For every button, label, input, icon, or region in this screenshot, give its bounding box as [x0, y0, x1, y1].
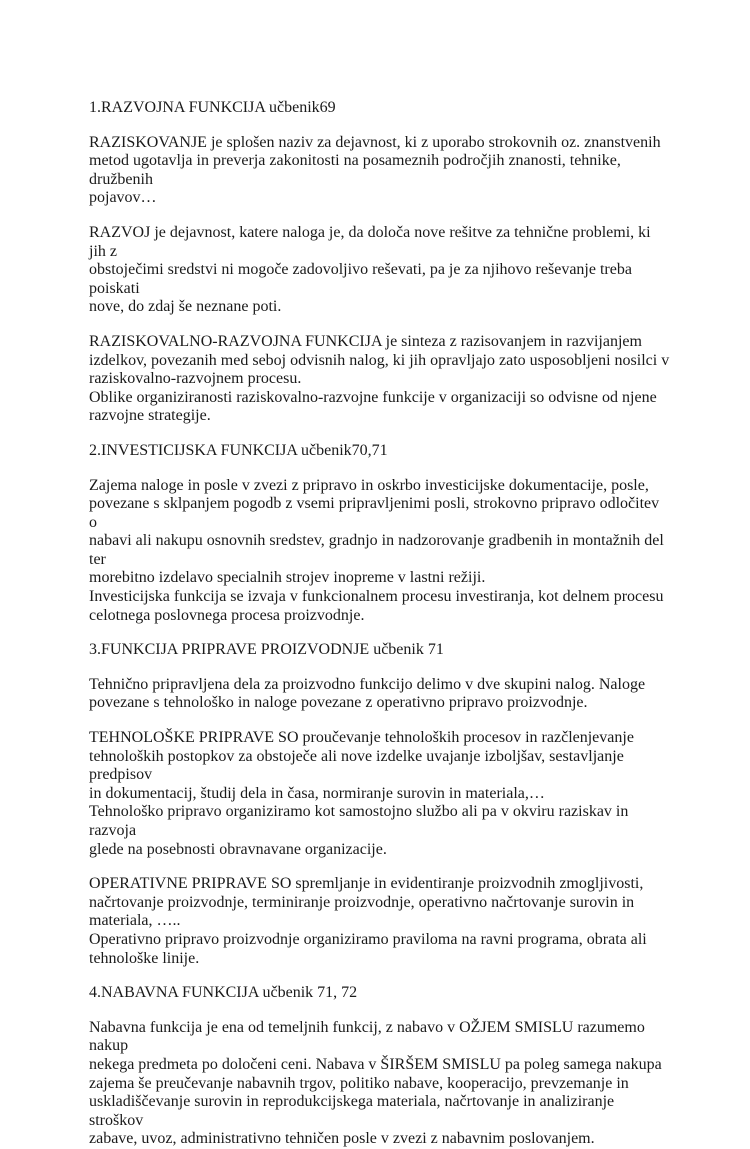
text-line: Nabavna funkcija je ena od temeljnih funkcij, z nabavo v OŽJEM SMISLU razumemo nakup: [89, 1018, 649, 1055]
text-line: morebitno izdelavo specialnih strojev inopreme v lastni režiji.: [89, 569, 486, 587]
text-line: RAZISKOVANJE je splošen naziv za dejavnost, ki z uporabo strokovnih oz. znanstvenih: [89, 133, 661, 151]
text-line: RAZISKOVALNO-RAZVOJNA FUNKCIJA je sinteza z razisovanjem in razvijanjem: [89, 332, 642, 350]
text-line: 1.RAZVOJNA FUNKCIJA učbenik69: [89, 99, 336, 116]
text-line: razvojne strategije.: [89, 407, 211, 425]
text-line: TEHNOLOŠKE PRIPRAVE SO proučevanje tehnoloških procesov in razčlenjevanje: [89, 729, 634, 747]
paragraph: [89, 676, 670, 713]
text-line: uskladiščevanje surovin in reprodukcijskega materiala, načrtovanje in analiziranje stroškov: [89, 1093, 619, 1129]
text-line: raziskovalno-razvojnem procesu.: [89, 370, 302, 388]
paragraph: [89, 134, 670, 208]
text-line: 2.INVESTICIJSKA FUNKCIJA učbenik70,71: [89, 441, 388, 459]
section-heading: [89, 984, 670, 1003]
text-line: zajema še preučevanje nabavnih trgov, politiko nabave, kooperacijo, prevzemanje in: [89, 1074, 629, 1092]
text-line: Zajema naloge in posle v zvezi z pripravo in oskrbo investicijske dokumentacije, posle,: [89, 476, 649, 494]
text-line: in dokumentacij, študij dela in časa, normiranje surovin in materiala,…: [89, 784, 545, 802]
text-line: izdelkov, povezanih med seboj odvisnih nalog, ki jih opravljajo zato usposobljeni nosilci v: [89, 351, 670, 369]
text-line: povezane s tehnološko in naloge povezane z operativno pripravo proizvodnje.: [89, 694, 588, 712]
paragraph: [89, 333, 670, 426]
text-line: Tehnično pripravljena dela za proizvodno funkcijo delimo v dve skupini nalog. Naloge: [89, 675, 646, 693]
text-line: RAZVOJ je dejavnost, katere naloga je, da določa nove rešitve za tehnične problemi, ki jih z: [89, 223, 655, 260]
section-heading: [89, 641, 670, 660]
text-line: 3.FUNKCIJA PRIPRAVE PROIZVODNJE učbenik 71: [89, 641, 444, 659]
text-line: Oblike organiziranosti raziskovalno-razvojne funkcije v organizaciji so odvisne od njene: [89, 388, 657, 406]
text-line: povezane s sklpanjem pogodb z vsemi pripravljenimi posli, strokovno pripravo odločitev o: [89, 495, 664, 531]
text-line: nove, do zdaj še neznane poti.: [89, 298, 282, 316]
text-line: tehnološke linije.: [89, 949, 200, 967]
text-line: zabave, uvoz, administrativno tehničen posle v zvezi z nabavnim poslovanjem.: [89, 1130, 595, 1148]
text-line: pojavov…: [89, 189, 157, 207]
text-line: materiala, …..: [89, 912, 181, 930]
text-line: 4.NABAVNA FUNKCIJA učbenik 71, 72: [89, 984, 358, 1002]
text-line: nekega predmeta po določeni ceni. Nabava v ŠIRŠEM SMISLU pa poleg samega nakupa: [89, 1055, 662, 1073]
text-line: Investicijska funkcija se izvaja v funkcionalnem procesu investiranja, kot delnem procesu: [89, 588, 664, 606]
paragraph: [89, 477, 670, 626]
section-heading: [89, 99, 670, 118]
text-line: obstoječimi sredstvi ni mogoče zadovoljivo reševati, pa je za njihovo reševanje treba poiskati: [89, 261, 636, 297]
text-line: načrtovanje proizvodnje, terminiranje proizvodnje, operativno načrtovanje surovin in: [89, 893, 635, 911]
section-heading: [89, 442, 670, 461]
text-line: OPERATIVNE PRIPRAVE SO spremljanje in evidentiranje proizvodnih zmogljivosti,: [89, 875, 644, 893]
paragraph: [89, 224, 670, 317]
text-line: Tehnološko pripravo organiziramo kot samostojno službo ali pa v okviru raziskav in razvoja: [89, 803, 633, 839]
text-line: tehnoloških postopkov za obstoječe ali nove izdelke uvajanje izboljšav, sestavljanje predpisov: [89, 747, 628, 784]
text-line: metod ugotavlja in preverja zakonitosti na posameznih področjih znanosti, tehnike, družbenih: [89, 152, 625, 188]
paragraph: [89, 1019, 670, 1149]
text-line: glede na posebnosti obravnavane organizacije.: [89, 840, 387, 858]
paragraph: [89, 729, 670, 859]
text-line: celotnega poslovnega procesa proizvodnje.: [89, 606, 365, 624]
text-line: Operativno pripravo proizvodnje organiziramo praviloma na ravni programa, obrata ali: [89, 930, 647, 948]
text-line: nabavi ali nakupu osnovnih sredstev, gradnjo in nadzorovanje gradbenih in montažnih del ter: [89, 532, 668, 568]
paragraph: [89, 875, 670, 968]
